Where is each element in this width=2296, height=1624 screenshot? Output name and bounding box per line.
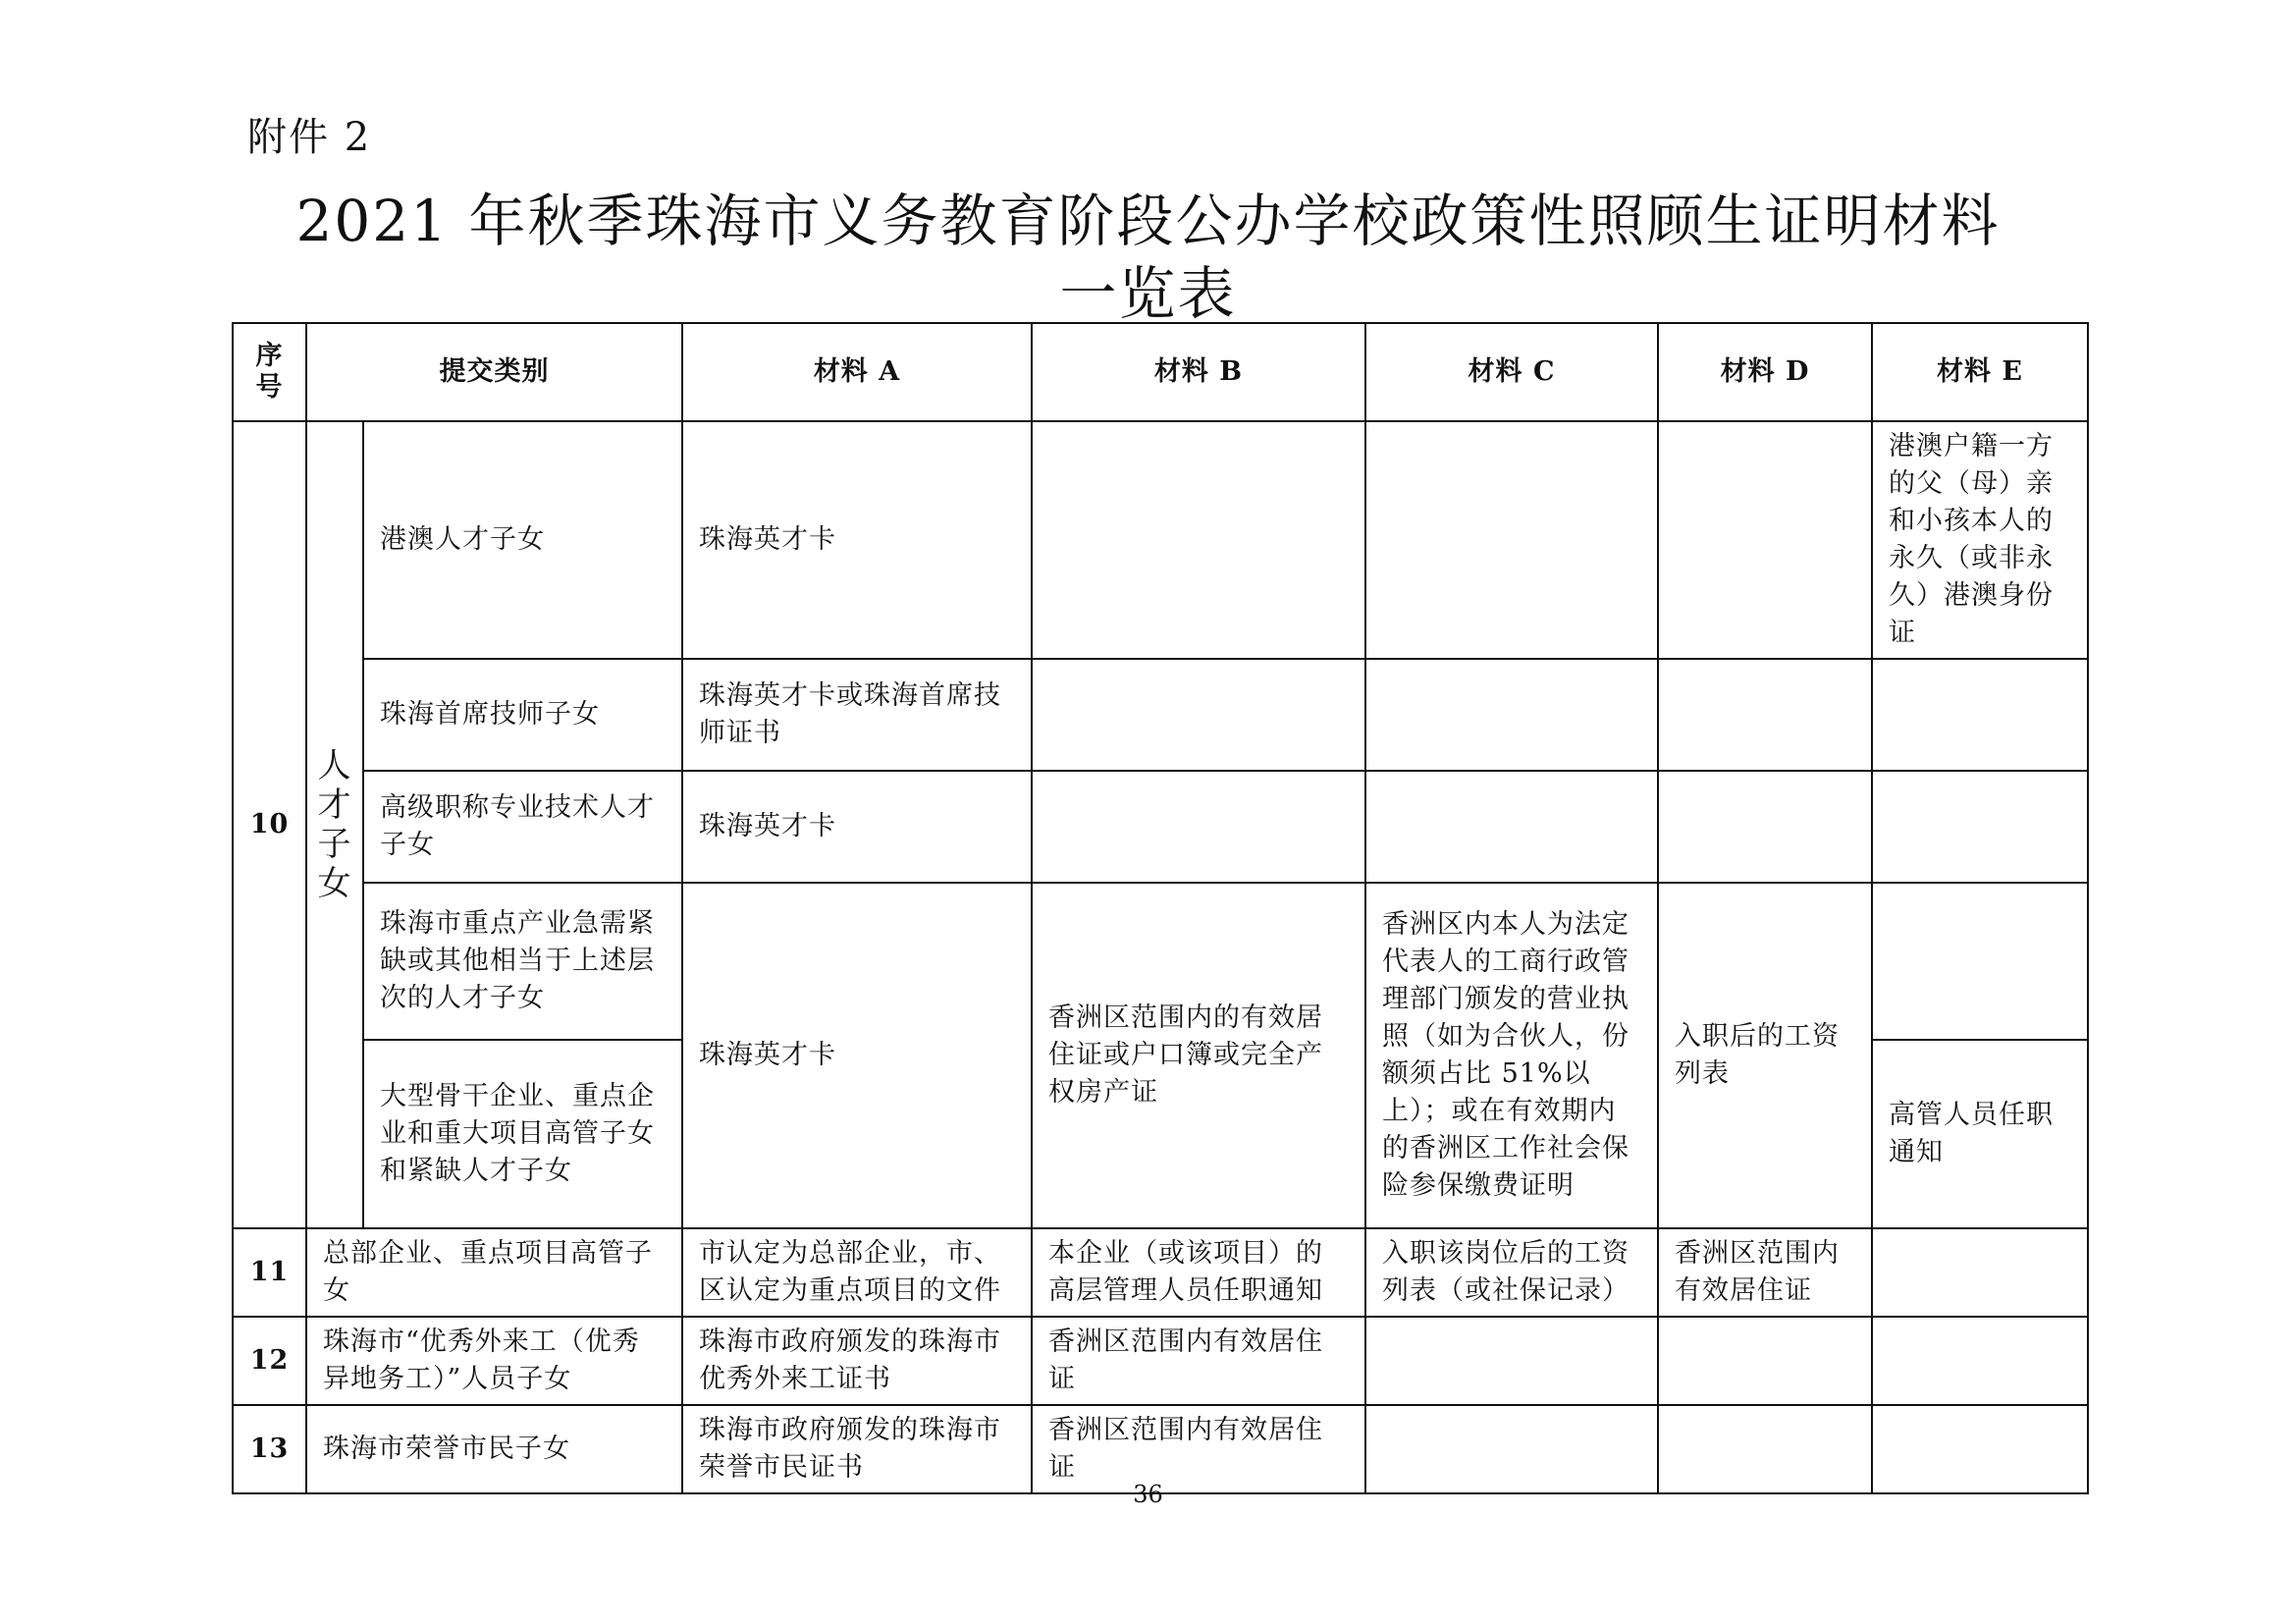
header-material-d: 材料 D [1658,323,1872,421]
header-material-e: 材料 E [1872,323,2088,421]
row-number: 12 [233,1317,306,1405]
material-b-cell: 香洲区范围内有效居住证 [1032,1405,1365,1493]
material-c-cell [1365,1317,1658,1405]
material-c-cell: 香洲区内本人为法定代表人的工商行政管理部门颁发的营业执照（如为合伙人，份额须占比 51%以上）；或在有效期内的香洲区工作社会保险参保缴费证明 [1365,883,1658,1228]
page-title-line2: 一览表 [1059,260,1237,327]
materials-table [232,322,2089,1494]
material-a-cell: 珠海英才卡或珠海首席技师证书 [682,659,1032,771]
material-d-cell [1658,1317,1872,1405]
material-e-cell: 港澳户籍一方的父（母）亲和小孩本人的永久（或非永久）港澳身份证 [1872,421,2088,659]
header-material-c: 材料 C [1365,323,1658,421]
subcategory-cell: 高级职称专业技术人才子女 [363,771,682,883]
category-cell: 总部企业、重点项目高管子女 [306,1228,682,1317]
material-d-cell [1658,659,1872,771]
header-seq: 序 号 [233,323,306,421]
table-row [233,771,2088,883]
material-a-cell: 珠海市政府颁发的珠海市荣誉市民证书 [682,1405,1032,1493]
material-a-cell: 珠海市政府颁发的珠海市优秀外来工证书 [682,1317,1032,1405]
table-row [233,1228,2088,1317]
material-a-cell: 珠海英才卡 [682,771,1032,883]
table-row [233,1317,2088,1405]
page-number: 36 [1133,1481,1163,1508]
row-number: 10 [233,421,306,1228]
header-row [233,323,2088,421]
table-row [233,421,2088,659]
material-d-cell [1658,421,1872,659]
material-d-cell: 香洲区范围内有效居住证 [1658,1228,1872,1317]
material-e-cell [1872,659,2088,771]
table-row [233,883,2088,1040]
material-a-cell: 珠海英才卡 [682,421,1032,659]
material-a-cell: 珠海英才卡 [682,883,1032,1228]
material-b-cell [1032,421,1365,659]
category-cell: 珠海市“优秀外来工（优秀异地务工）”人员子女 [306,1317,682,1405]
header-category: 提交类别 [306,323,682,421]
category-group-label: 人 才 子 女 [306,421,363,1228]
material-e-cell [1872,771,2088,883]
material-c-cell: 入职该岗位后的工资列表（或社保记录） [1365,1228,1658,1317]
page-title: 2021 年秋季珠海市义务教育阶段公办学校政策性照顾生证明材料 [295,188,2001,254]
material-e-cell [1872,883,2088,1040]
subcategory-cell: 珠海首席技师子女 [363,659,682,771]
header-material-a: 材料 A [682,323,1032,421]
category-cell: 珠海市荣誉市民子女 [306,1405,682,1493]
material-b-cell [1032,659,1365,771]
material-e-cell [1872,1228,2088,1317]
subcategory-cell: 珠海市重点产业急需紧缺或其他相当于上述层次的人才子女 [363,883,682,1040]
row-number: 13 [233,1405,306,1493]
material-b-cell: 香洲区范围内的有效居住证或户口簿或完全产权房产证 [1032,883,1365,1228]
material-b-cell: 香洲区范围内有效居住证 [1032,1317,1365,1405]
row-number: 11 [233,1228,306,1317]
table-row [233,659,2088,771]
subcategory-cell: 港澳人才子女 [363,421,682,659]
material-b-cell [1032,771,1365,883]
material-e-cell: 高管人员任职通知 [1872,1040,2088,1228]
material-a-cell: 市认定为总部企业，市、区认定为重点项目的文件 [682,1228,1032,1317]
material-c-cell [1365,659,1658,771]
material-d-cell: 入职后的工资列表 [1658,883,1872,1228]
material-e-cell [1872,1317,2088,1405]
material-d-cell [1658,771,1872,883]
attachment-label: 附件 2 [247,115,372,160]
material-b-cell: 本企业（或该项目）的高层管理人员任职通知 [1032,1228,1365,1317]
subcategory-cell: 大型骨干企业、重点企业和重大项目高管子女和紧缺人才子女 [363,1040,682,1228]
material-c-cell [1365,421,1658,659]
material-c-cell [1365,771,1658,883]
header-material-b: 材料 B [1032,323,1365,421]
